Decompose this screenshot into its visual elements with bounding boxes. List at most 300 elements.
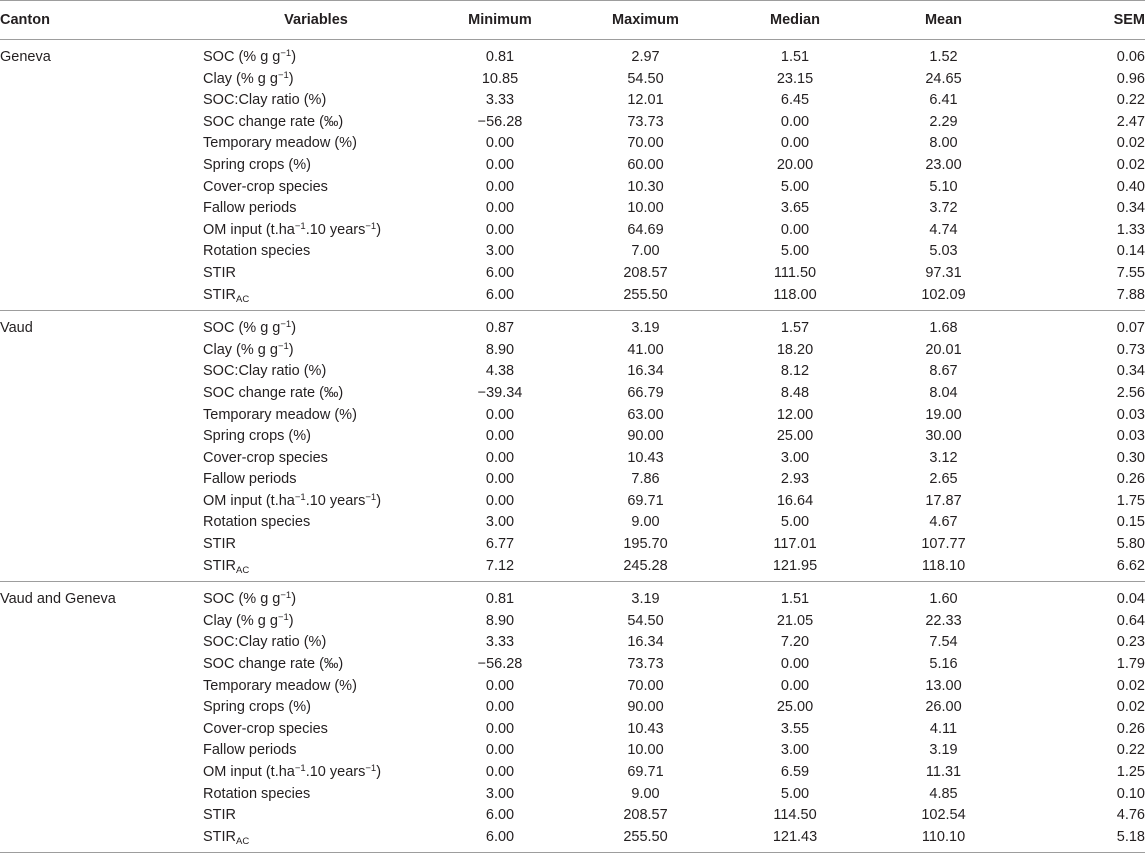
median-cell: 1.57 xyxy=(780,320,810,337)
variable-cell xyxy=(200,582,432,611)
variable-name-tail: .10 years xyxy=(305,492,366,509)
variable-cell xyxy=(200,177,432,199)
minimum-cell: −56.28 xyxy=(477,113,523,130)
mean-cell: 1.52 xyxy=(929,49,958,65)
variable-superscript: −1 xyxy=(365,491,377,503)
sem-cell: 0.22 xyxy=(1116,92,1145,109)
table-row xyxy=(0,556,1145,582)
median-cell: 0.00 xyxy=(780,656,810,673)
median-cell: 121.95 xyxy=(723,556,867,582)
canton-group xyxy=(0,40,1145,311)
variable-name: SOC:Clay ratio (%) xyxy=(203,92,327,109)
sem-cell: 6.62 xyxy=(1020,556,1145,582)
minimum-cell: 10.85 xyxy=(481,70,519,87)
sem-cell: 0.03 xyxy=(1116,406,1145,423)
minimum-cell: 0.00 xyxy=(485,742,515,759)
median-cell: 18.20 xyxy=(776,341,814,358)
variable-cell xyxy=(200,827,432,853)
maximum-cell: 10.00 xyxy=(627,742,664,759)
minimum-cell: 0.00 xyxy=(485,677,515,694)
variable-subscript: AC xyxy=(236,564,250,576)
canton-cell: Geneva xyxy=(0,49,51,65)
variable-cell xyxy=(200,361,432,383)
sem-cell: 0.22 xyxy=(1116,742,1145,759)
median-cell: 5.00 xyxy=(780,243,810,260)
table-row xyxy=(0,220,1145,242)
variable-cell xyxy=(200,40,432,69)
header-variables: Variables xyxy=(200,1,432,40)
table-row xyxy=(0,491,1145,513)
median-cell: 0.00 xyxy=(780,135,810,152)
median-cell: 0.00 xyxy=(780,113,810,130)
header-mean: Mean xyxy=(867,1,1020,40)
sem-cell: 0.04 xyxy=(1116,591,1145,608)
canton-cell xyxy=(0,805,200,827)
canton-cell xyxy=(0,697,200,719)
variable-superscript: −1 xyxy=(294,763,306,774)
median-cell: 20.00 xyxy=(776,156,814,173)
sem-cell: 1.25 xyxy=(1116,764,1145,780)
canton-cell xyxy=(0,69,200,91)
minimum-cell: 0.00 xyxy=(485,178,515,195)
table-row xyxy=(0,426,1145,448)
median-cell: 111.50 xyxy=(773,264,817,281)
minimum-cell: 3.00 xyxy=(485,243,515,260)
variable-name: SOC (% g g xyxy=(203,591,281,608)
variable-name: Spring crops (%) xyxy=(203,156,311,173)
mean-cell: 8.00 xyxy=(929,135,958,152)
canton-cell xyxy=(0,426,200,448)
variable-superscript: −1 xyxy=(294,220,306,232)
canton-cell xyxy=(0,133,200,155)
sem-cell: 0.26 xyxy=(1116,471,1145,488)
mean-cell: 5.10 xyxy=(929,178,958,195)
canton-cell xyxy=(0,632,200,654)
sem-cell: 0.07 xyxy=(1116,320,1145,337)
canton-cell xyxy=(0,155,200,177)
sem-cell: 0.23 xyxy=(1116,634,1145,651)
table-row xyxy=(0,719,1145,741)
maximum-cell: 10.43 xyxy=(627,720,664,737)
median-cell: 16.64 xyxy=(776,492,814,509)
table-row xyxy=(0,448,1145,470)
minimum-cell: 0.00 xyxy=(485,200,515,217)
maximum-cell: 3.19 xyxy=(631,320,660,337)
table-row xyxy=(0,469,1145,491)
variable-cell xyxy=(200,263,432,285)
median-cell: 1.51 xyxy=(780,49,810,65)
variable-cell xyxy=(200,112,432,134)
mean-cell: 8.67 xyxy=(929,363,958,380)
sem-cell: 0.40 xyxy=(1116,178,1145,195)
mean-cell: 8.04 xyxy=(929,384,958,401)
variable-cell xyxy=(200,340,432,362)
maximum-cell: 195.70 xyxy=(623,536,668,553)
variable-name: Cover-crop species xyxy=(203,449,328,466)
table-row xyxy=(0,40,1145,69)
maximum-cell: 12.01 xyxy=(627,92,664,109)
maximum-cell: 9.00 xyxy=(631,785,660,802)
median-cell: 0.00 xyxy=(780,677,810,694)
maximum-cell: 54.50 xyxy=(627,70,664,87)
sem-cell: 1.33 xyxy=(1116,221,1145,238)
table-row xyxy=(0,90,1145,112)
variable-name: SOC change rate (‰) xyxy=(203,384,344,401)
minimum-cell: 8.90 xyxy=(485,341,515,358)
variable-name: STIR xyxy=(203,264,237,281)
canton-cell: Vaud xyxy=(0,320,33,337)
table-row xyxy=(0,582,1145,611)
maximum-cell: 208.57 xyxy=(623,807,668,824)
sem-cell: 0.02 xyxy=(1116,135,1145,152)
minimum-cell: 0.00 xyxy=(485,221,515,238)
maximum-cell: 69.71 xyxy=(627,492,664,509)
variable-name: Cover-crop species xyxy=(203,178,328,195)
table-row xyxy=(0,285,1145,311)
variable-superscript: −1 xyxy=(277,340,289,352)
minimum-cell: 0.81 xyxy=(485,49,515,65)
variable-cell xyxy=(200,512,432,534)
median-cell: 25.00 xyxy=(776,699,814,716)
minimum-cell: 4.38 xyxy=(485,363,515,380)
mean-cell: 3.72 xyxy=(929,200,958,217)
maximum-cell: 208.57 xyxy=(623,264,668,281)
variable-name: STIR xyxy=(203,286,237,303)
median-cell: 118.00 xyxy=(723,285,867,311)
table-row xyxy=(0,155,1145,177)
mean-cell: 23.00 xyxy=(925,156,962,173)
mean-cell: 13.00 xyxy=(925,677,962,694)
variable-subscript: AC xyxy=(236,835,250,847)
variable-name: Spring crops (%) xyxy=(203,428,311,445)
mean-cell: 2.65 xyxy=(929,471,958,488)
header-canton: Canton xyxy=(0,1,200,40)
variable-cell xyxy=(200,740,432,762)
table-row xyxy=(0,263,1145,285)
minimum-cell: 3.33 xyxy=(485,634,515,651)
canton-group xyxy=(0,582,1145,853)
variable-name: Rotation species xyxy=(203,785,311,802)
variable-cell xyxy=(200,556,432,582)
mean-cell: 110.10 xyxy=(867,827,1020,853)
minimum-cell: 0.00 xyxy=(485,699,515,716)
table-header xyxy=(0,1,1145,40)
variable-cell xyxy=(200,654,432,676)
sem-cell: 0.15 xyxy=(1116,514,1145,531)
sem-cell: 0.14 xyxy=(1116,243,1145,260)
median-cell: 25.00 xyxy=(776,428,814,445)
header-maximum: Maximum xyxy=(568,1,723,40)
maximum-cell: 10.00 xyxy=(627,200,664,217)
canton-cell xyxy=(0,556,200,582)
variable-name-tail: ) xyxy=(376,764,382,780)
table-row xyxy=(0,311,1145,340)
table-row xyxy=(0,177,1145,199)
minimum-cell: 3.33 xyxy=(485,92,515,109)
mean-cell: 4.67 xyxy=(929,514,958,531)
minimum-cell: 3.00 xyxy=(485,514,515,531)
sem-cell: 5.80 xyxy=(1116,536,1145,553)
variable-subscript: AC xyxy=(236,293,250,305)
mean-cell: 5.16 xyxy=(929,656,958,673)
mean-cell: 97.31 xyxy=(925,264,962,281)
sem-cell: 1.75 xyxy=(1116,492,1145,509)
table-row xyxy=(0,740,1145,762)
variable-name-tail: ) xyxy=(376,492,382,509)
mean-cell: 4.74 xyxy=(929,221,958,238)
median-cell: 8.48 xyxy=(780,384,810,401)
minimum-cell: −56.28 xyxy=(477,656,523,673)
variable-cell xyxy=(200,133,432,155)
canton-cell xyxy=(0,491,200,513)
table-row xyxy=(0,697,1145,719)
mean-cell: 118.10 xyxy=(867,556,1020,582)
minimum-cell: 0.81 xyxy=(485,591,515,608)
sem-cell: 0.34 xyxy=(1116,363,1145,380)
minimum-cell: 0.00 xyxy=(485,471,515,488)
median-cell: 117.01 xyxy=(773,536,817,553)
variable-cell xyxy=(200,220,432,242)
median-cell: 3.00 xyxy=(780,742,810,759)
variable-cell xyxy=(200,69,432,91)
maximum-cell: 54.50 xyxy=(627,612,664,629)
variable-cell xyxy=(200,805,432,827)
canton-cell xyxy=(0,827,200,853)
median-cell: 5.00 xyxy=(780,514,810,531)
canton-cell xyxy=(0,405,200,427)
mean-cell: 4.85 xyxy=(929,785,958,802)
minimum-cell: 3.00 xyxy=(485,785,515,802)
table-row xyxy=(0,827,1145,853)
maximum-cell: 60.00 xyxy=(627,156,664,173)
canton-cell xyxy=(0,383,200,405)
canton-cell xyxy=(0,285,200,311)
variable-name: Clay (% g g xyxy=(203,70,278,87)
mean-cell: 2.29 xyxy=(929,113,958,130)
median-cell: 6.59 xyxy=(780,764,810,780)
maximum-cell: 41.00 xyxy=(627,341,664,358)
variable-name-tail: ) xyxy=(288,70,294,87)
table-row xyxy=(0,632,1145,654)
variable-cell xyxy=(200,697,432,719)
variable-name: Clay (% g g xyxy=(203,612,278,629)
canton-cell xyxy=(0,340,200,362)
variable-superscript: −1 xyxy=(277,611,289,623)
minimum-cell: 6.00 xyxy=(432,827,568,853)
variable-name: SOC:Clay ratio (%) xyxy=(203,363,327,380)
table-row xyxy=(0,383,1145,405)
variable-name-tail: .10 years xyxy=(305,764,366,780)
variable-cell xyxy=(200,491,432,513)
sem-cell: 0.64 xyxy=(1116,612,1145,629)
median-cell: 5.00 xyxy=(780,785,810,802)
sem-cell: 4.76 xyxy=(1116,807,1145,824)
variable-cell xyxy=(200,405,432,427)
variable-cell xyxy=(200,426,432,448)
minimum-cell: 0.00 xyxy=(485,406,515,423)
maximum-cell: 73.73 xyxy=(627,656,664,673)
median-cell: 23.15 xyxy=(776,70,814,87)
maximum-cell: 10.43 xyxy=(627,449,664,466)
table-row xyxy=(0,340,1145,362)
mean-cell: 1.68 xyxy=(929,320,958,337)
sem-cell: 2.56 xyxy=(1116,384,1145,401)
median-cell: 1.51 xyxy=(780,591,810,608)
canton-cell xyxy=(0,784,200,806)
minimum-cell: 6.00 xyxy=(485,807,515,824)
mean-cell: 11.31 xyxy=(925,764,962,780)
sem-cell: 0.96 xyxy=(1116,70,1145,87)
maximum-cell: 64.69 xyxy=(627,221,664,238)
variable-cell xyxy=(200,383,432,405)
sem-cell: 5.18 xyxy=(1020,827,1145,853)
mean-cell: 24.65 xyxy=(925,70,962,87)
variable-name-tail: ) xyxy=(291,591,297,608)
header-median: Median xyxy=(723,1,867,40)
minimum-cell: 0.00 xyxy=(485,764,515,780)
variable-name: Fallow periods xyxy=(203,200,297,217)
median-cell: 7.20 xyxy=(780,634,810,651)
table-row xyxy=(0,241,1145,263)
variable-cell xyxy=(200,285,432,311)
variable-cell xyxy=(200,198,432,220)
maximum-cell: 70.00 xyxy=(627,135,664,152)
canton-cell xyxy=(0,611,200,633)
table-row xyxy=(0,361,1145,383)
table-row xyxy=(0,534,1145,556)
variable-name: Cover-crop species xyxy=(203,720,328,737)
table-row xyxy=(0,805,1145,827)
variable-name: SOC (% g g xyxy=(203,49,281,65)
median-cell: 6.45 xyxy=(780,92,810,109)
minimum-cell: 0.00 xyxy=(485,492,515,509)
sem-cell: 0.26 xyxy=(1116,720,1145,737)
sem-cell: 2.47 xyxy=(1116,113,1145,130)
variable-name: STIR xyxy=(203,828,237,845)
mean-cell: 3.19 xyxy=(929,742,958,759)
variable-name: SOC change rate (‰) xyxy=(203,656,344,673)
mean-cell: 107.77 xyxy=(921,536,966,553)
table-row xyxy=(0,405,1145,427)
mean-cell: 26.00 xyxy=(925,699,962,716)
mean-cell: 6.41 xyxy=(929,92,958,109)
minimum-cell: 0.00 xyxy=(485,156,515,173)
median-cell: 3.55 xyxy=(780,720,810,737)
sem-cell: 0.73 xyxy=(1116,341,1145,358)
maximum-cell: 7.86 xyxy=(631,471,660,488)
minimum-cell: 0.00 xyxy=(485,428,515,445)
variable-name: STIR xyxy=(203,807,237,824)
canton-cell xyxy=(0,241,200,263)
canton-cell xyxy=(0,676,200,698)
table-row xyxy=(0,69,1145,91)
canton-cell xyxy=(0,90,200,112)
variable-superscript: −1 xyxy=(280,48,292,59)
variable-cell xyxy=(200,241,432,263)
maximum-cell: 255.50 xyxy=(568,827,723,853)
maximum-cell: 7.00 xyxy=(631,243,660,260)
median-cell: 5.00 xyxy=(780,178,810,195)
variable-name: SOC (% g g xyxy=(203,320,281,337)
canton-cell xyxy=(0,534,200,556)
maximum-cell: 16.34 xyxy=(627,634,664,651)
variable-name-tail: ) xyxy=(376,221,382,238)
mean-cell: 22.33 xyxy=(925,612,962,629)
minimum-cell: 6.77 xyxy=(485,536,515,553)
header-minimum: Minimum xyxy=(432,1,568,40)
canton-group xyxy=(0,311,1145,582)
maximum-cell: 245.28 xyxy=(568,556,723,582)
variable-cell xyxy=(200,469,432,491)
maximum-cell: 90.00 xyxy=(627,428,664,445)
minimum-cell: 6.00 xyxy=(432,285,568,311)
table-row xyxy=(0,784,1145,806)
variable-superscript: −1 xyxy=(365,220,377,232)
maximum-cell: 73.73 xyxy=(627,113,664,130)
variable-name: STIR xyxy=(203,536,237,553)
variable-cell xyxy=(200,155,432,177)
mean-cell: 30.00 xyxy=(925,428,962,445)
canton-cell xyxy=(0,198,200,220)
variable-name-tail: ) xyxy=(288,612,294,629)
maximum-cell: 3.19 xyxy=(631,591,660,608)
variable-name: Fallow periods xyxy=(203,742,297,759)
minimum-cell: 8.90 xyxy=(485,612,515,629)
median-cell: 0.00 xyxy=(780,221,810,238)
median-cell: 121.43 xyxy=(723,827,867,853)
mean-cell: 7.54 xyxy=(929,634,958,651)
variable-superscript: −1 xyxy=(277,69,289,81)
minimum-cell: 6.00 xyxy=(485,264,515,281)
variable-cell xyxy=(200,311,432,340)
minimum-cell: 0.00 xyxy=(485,135,515,152)
minimum-cell: 7.12 xyxy=(432,556,568,582)
minimum-cell: 0.00 xyxy=(485,449,515,466)
table-row xyxy=(0,676,1145,698)
canton-cell xyxy=(0,512,200,534)
variable-name: OM input (t.ha xyxy=(203,492,295,509)
canton-cell xyxy=(0,469,200,491)
table-row xyxy=(0,654,1145,676)
mean-cell: 1.60 xyxy=(929,591,958,608)
sem-cell: 0.02 xyxy=(1116,156,1145,173)
variable-superscript: −1 xyxy=(280,319,292,331)
variable-cell xyxy=(200,90,432,112)
median-cell: 21.05 xyxy=(776,612,814,629)
mean-cell: 3.12 xyxy=(929,449,958,466)
table-row xyxy=(0,133,1145,155)
variable-name-tail: .10 years xyxy=(305,221,366,238)
mean-cell: 102.54 xyxy=(921,807,966,824)
variable-superscript: −1 xyxy=(294,491,306,503)
canton-cell xyxy=(0,177,200,199)
maximum-cell: 16.34 xyxy=(627,363,664,380)
mean-cell: 20.01 xyxy=(925,341,962,358)
maximum-cell: 69.71 xyxy=(627,764,664,780)
sem-cell: 0.02 xyxy=(1116,677,1145,694)
variable-name: SOC:Clay ratio (%) xyxy=(203,634,327,651)
variable-name: Spring crops (%) xyxy=(203,699,311,716)
canton-cell xyxy=(0,654,200,676)
variable-name: Temporary meadow (%) xyxy=(203,406,357,423)
variable-cell xyxy=(200,611,432,633)
canton-cell xyxy=(0,112,200,134)
median-cell: 12.00 xyxy=(776,406,814,423)
minimum-cell: 0.00 xyxy=(485,720,515,737)
mean-cell: 102.09 xyxy=(867,285,1020,311)
canton-cell xyxy=(0,740,200,762)
sem-cell: 0.10 xyxy=(1116,785,1145,802)
